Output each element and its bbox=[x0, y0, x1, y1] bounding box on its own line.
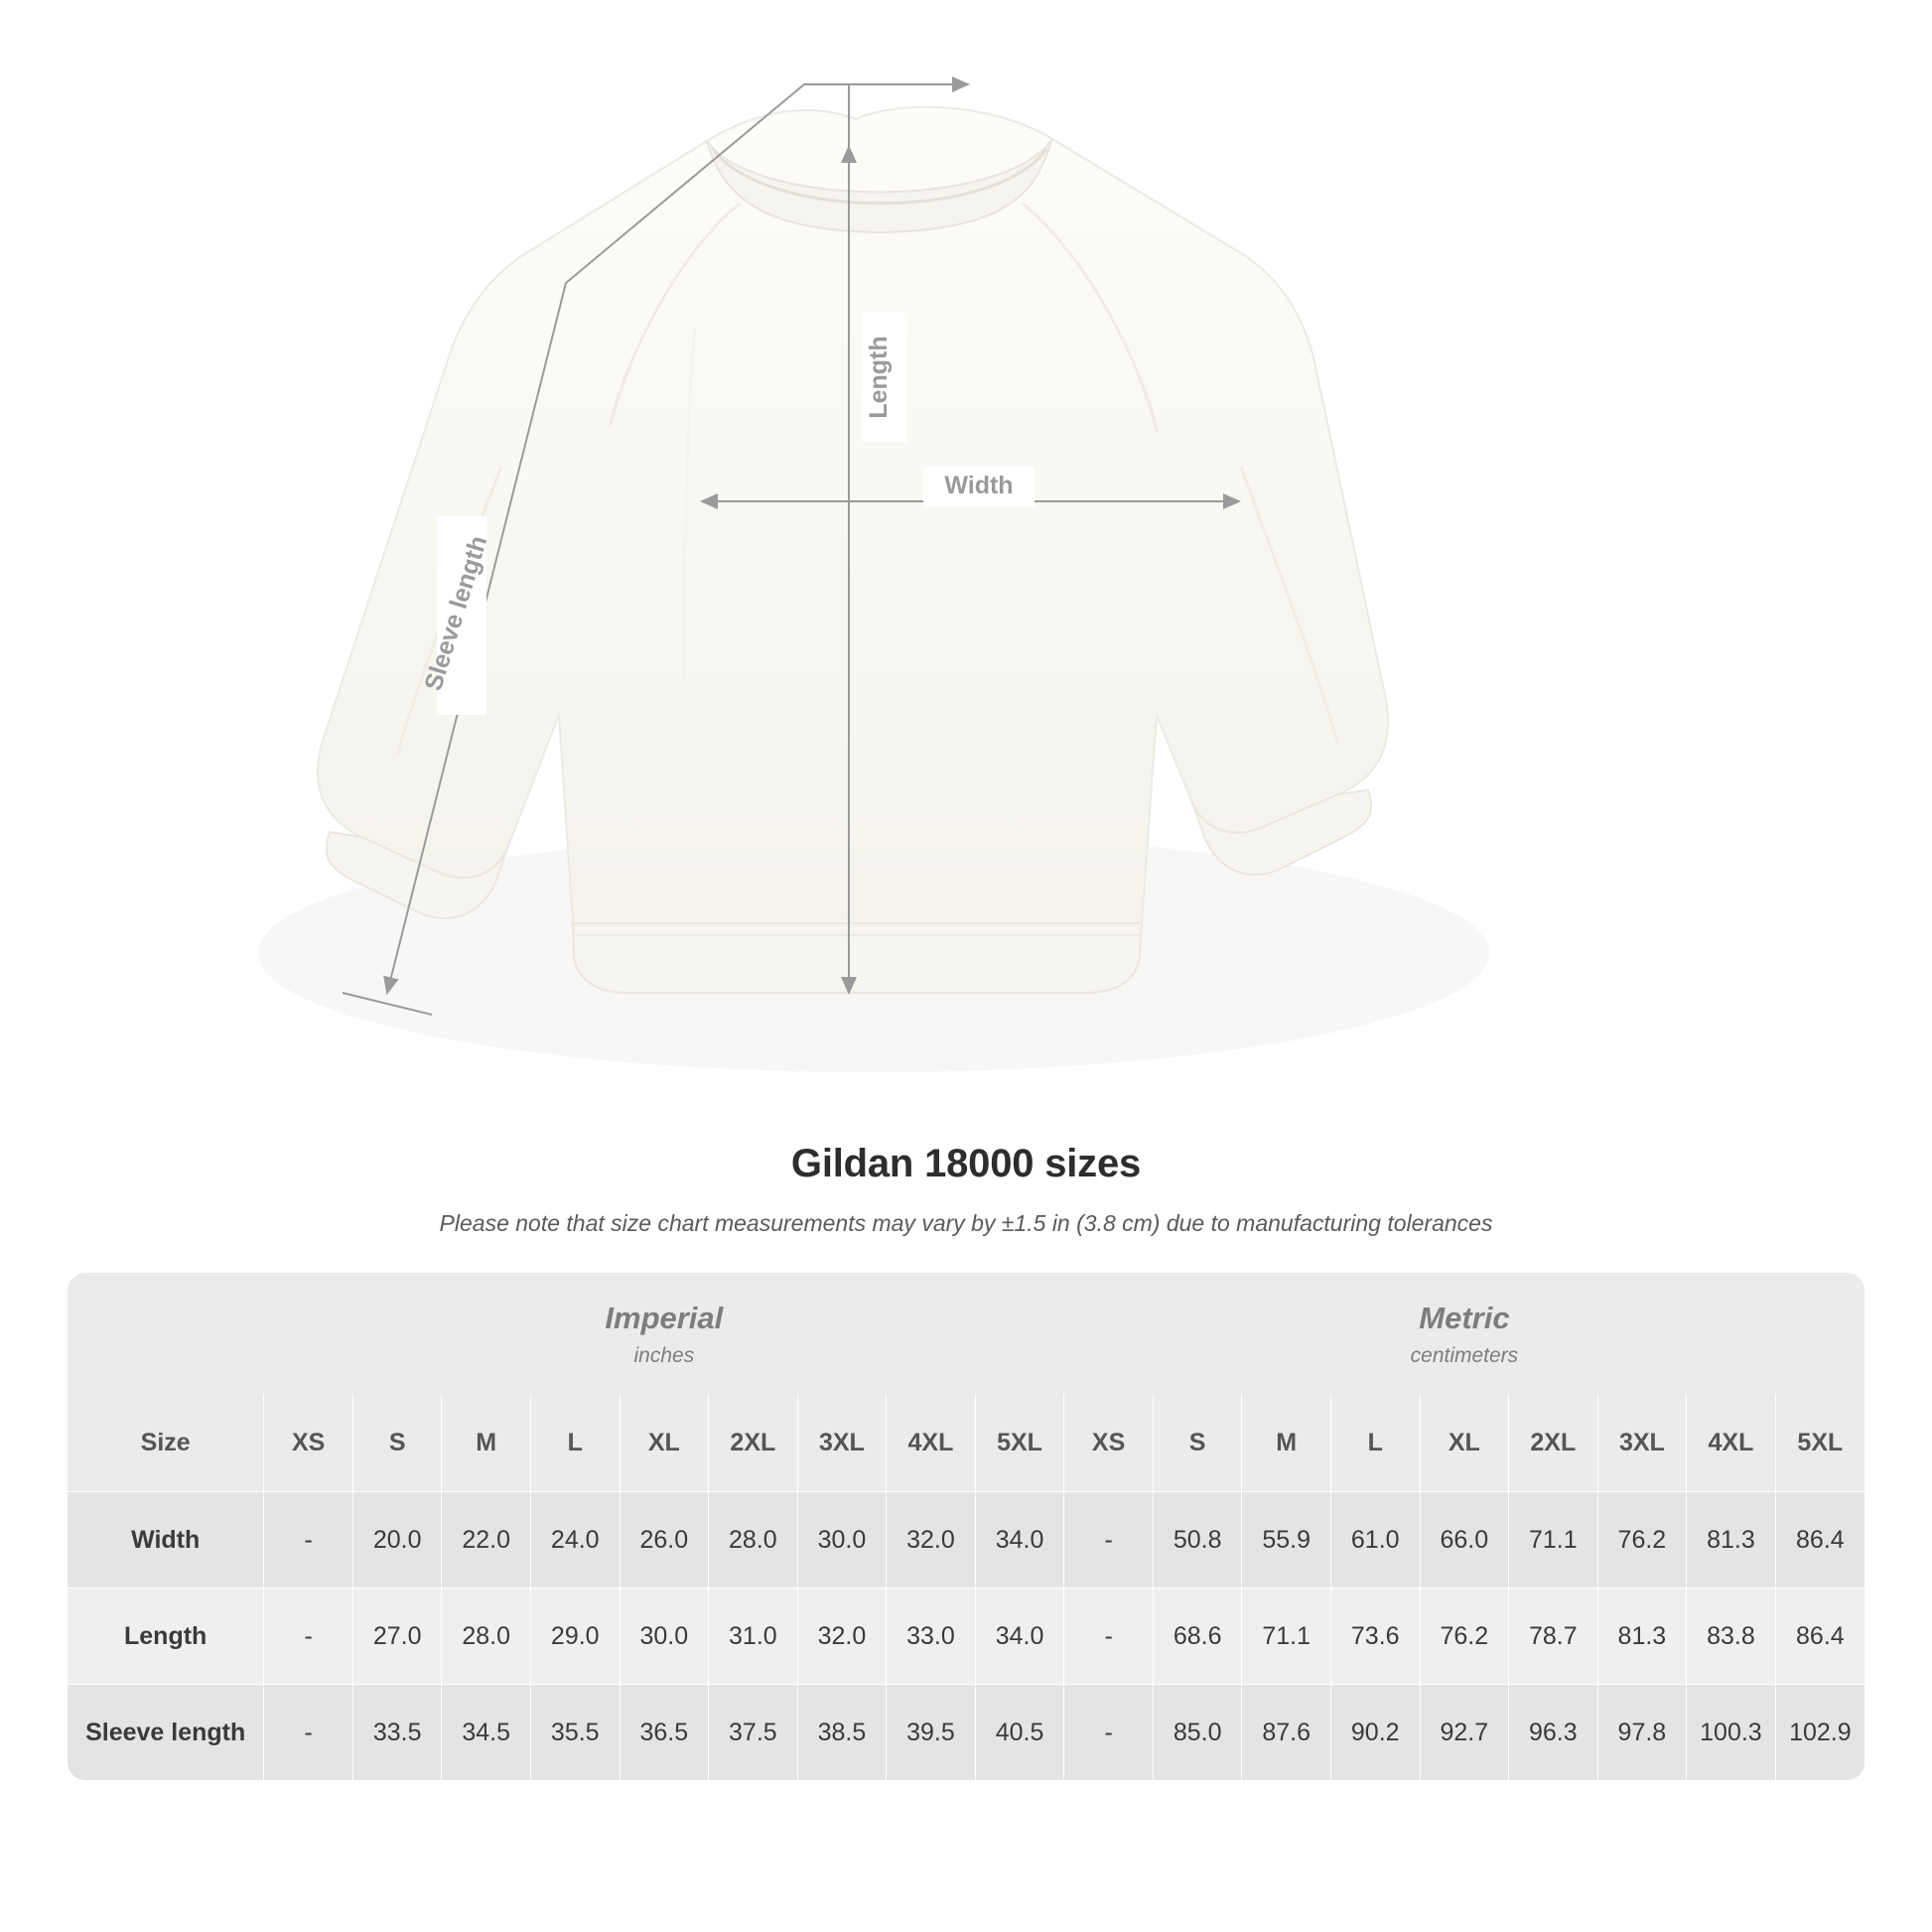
unit-metric-name: Metric bbox=[1419, 1301, 1510, 1335]
cell: 83.8 bbox=[1687, 1588, 1776, 1685]
size-col-header: 2XL bbox=[709, 1394, 798, 1492]
cell: 87.6 bbox=[1242, 1685, 1331, 1781]
cell: - bbox=[264, 1492, 353, 1588]
unit-header-row bbox=[68, 1273, 1864, 1394]
size-col-header: S bbox=[352, 1394, 442, 1492]
cell: 30.0 bbox=[620, 1588, 709, 1685]
size-col-header: 2XL bbox=[1509, 1394, 1598, 1492]
cell: 55.9 bbox=[1242, 1492, 1331, 1588]
cell: 33.0 bbox=[887, 1588, 976, 1685]
unit-metric-sub: centimeters bbox=[1410, 1344, 1519, 1367]
cell: - bbox=[264, 1588, 353, 1685]
cell: 97.8 bbox=[1597, 1685, 1687, 1781]
cell: 34.5 bbox=[442, 1685, 531, 1781]
size-table-wrapper bbox=[68, 1273, 1864, 1780]
cell: 36.5 bbox=[620, 1685, 709, 1781]
row-label-sleeve-length: Sleeve length bbox=[68, 1685, 264, 1781]
cell: 102.9 bbox=[1775, 1685, 1864, 1781]
cell: 40.5 bbox=[975, 1685, 1064, 1781]
width-label: Width bbox=[944, 472, 1014, 499]
size-col-header: 5XL bbox=[975, 1394, 1064, 1492]
cell: 76.2 bbox=[1597, 1492, 1687, 1588]
size-col-header: S bbox=[1153, 1394, 1242, 1492]
cell: 100.3 bbox=[1687, 1685, 1776, 1781]
size-col-header: 5XL bbox=[1775, 1394, 1864, 1492]
title-block bbox=[0, 1142, 1932, 1237]
cell: 28.0 bbox=[709, 1492, 798, 1588]
cell: 86.4 bbox=[1775, 1492, 1864, 1588]
cell: 78.7 bbox=[1509, 1588, 1598, 1685]
cell: 71.1 bbox=[1509, 1492, 1598, 1588]
cell: 81.3 bbox=[1687, 1492, 1776, 1588]
unit-imperial-name: Imperial bbox=[605, 1301, 724, 1335]
cell: 71.1 bbox=[1242, 1588, 1331, 1685]
cell: - bbox=[1064, 1588, 1154, 1685]
cell: 50.8 bbox=[1153, 1492, 1242, 1588]
cell: 22.0 bbox=[442, 1492, 531, 1588]
cell: 96.3 bbox=[1509, 1685, 1598, 1781]
cell: 81.3 bbox=[1597, 1588, 1687, 1685]
unit-imperial-cell bbox=[264, 1273, 1064, 1394]
cell: 35.5 bbox=[530, 1685, 620, 1781]
cell: 30.0 bbox=[797, 1492, 887, 1588]
chart-title: Gildan 18000 sizes bbox=[790, 1142, 1142, 1185]
unit-corner-cell bbox=[68, 1273, 264, 1394]
size-table bbox=[68, 1273, 1864, 1780]
cell: 92.7 bbox=[1420, 1685, 1509, 1781]
cell: 86.4 bbox=[1775, 1588, 1864, 1685]
size-col-header: XS bbox=[1064, 1394, 1154, 1492]
cell: 38.5 bbox=[797, 1685, 887, 1781]
size-col-header: XL bbox=[620, 1394, 709, 1492]
size-col-header: M bbox=[442, 1394, 531, 1492]
cell: 68.6 bbox=[1153, 1588, 1242, 1685]
cell: 61.0 bbox=[1330, 1492, 1420, 1588]
table-row bbox=[68, 1685, 1864, 1781]
cell: 34.0 bbox=[975, 1588, 1064, 1685]
cell: 20.0 bbox=[352, 1492, 442, 1588]
row-label-width: Width bbox=[68, 1492, 264, 1588]
size-col-header: 4XL bbox=[887, 1394, 976, 1492]
size-col-header: M bbox=[1242, 1394, 1331, 1492]
cell: - bbox=[1064, 1492, 1154, 1588]
cell: 37.5 bbox=[709, 1685, 798, 1781]
table-row bbox=[68, 1588, 1864, 1685]
row-label-length: Length bbox=[68, 1588, 264, 1685]
cell: - bbox=[1064, 1685, 1154, 1781]
unit-imperial-sub: inches bbox=[633, 1344, 695, 1367]
cell: 34.0 bbox=[975, 1492, 1064, 1588]
size-header-row bbox=[68, 1394, 1864, 1492]
size-col-header: L bbox=[1330, 1394, 1420, 1492]
size-col-header: L bbox=[530, 1394, 620, 1492]
cell: 27.0 bbox=[352, 1588, 442, 1685]
size-corner-label: Size bbox=[68, 1394, 264, 1492]
cell: 24.0 bbox=[530, 1492, 620, 1588]
cell: 76.2 bbox=[1420, 1588, 1509, 1685]
length-label: Length bbox=[865, 336, 893, 419]
cell: - bbox=[264, 1685, 353, 1781]
cell: 66.0 bbox=[1420, 1492, 1509, 1588]
cell: 33.5 bbox=[352, 1685, 442, 1781]
cell: 31.0 bbox=[709, 1588, 798, 1685]
cell: 28.0 bbox=[442, 1588, 531, 1685]
size-col-header: 3XL bbox=[797, 1394, 887, 1492]
size-col-header: XS bbox=[264, 1394, 353, 1492]
sleeve-length-label: Sleeve length bbox=[419, 532, 493, 694]
size-col-header: XL bbox=[1420, 1394, 1509, 1492]
cell: 32.0 bbox=[887, 1492, 976, 1588]
size-col-header: 3XL bbox=[1597, 1394, 1687, 1492]
chart-note: Please note that size chart measurements may vary by ±1.5 in (3.8 cm) due to manufacturing tolerances bbox=[439, 1210, 1493, 1236]
size-col-header: 4XL bbox=[1687, 1394, 1776, 1492]
cell: 90.2 bbox=[1330, 1685, 1420, 1781]
cell: 29.0 bbox=[530, 1588, 620, 1685]
cell: 85.0 bbox=[1153, 1685, 1242, 1781]
table-row bbox=[68, 1492, 1864, 1588]
cell: 73.6 bbox=[1330, 1588, 1420, 1685]
cell: 26.0 bbox=[620, 1492, 709, 1588]
cell: 39.5 bbox=[887, 1685, 976, 1781]
unit-metric-cell bbox=[1064, 1273, 1864, 1394]
cell: 32.0 bbox=[797, 1588, 887, 1685]
